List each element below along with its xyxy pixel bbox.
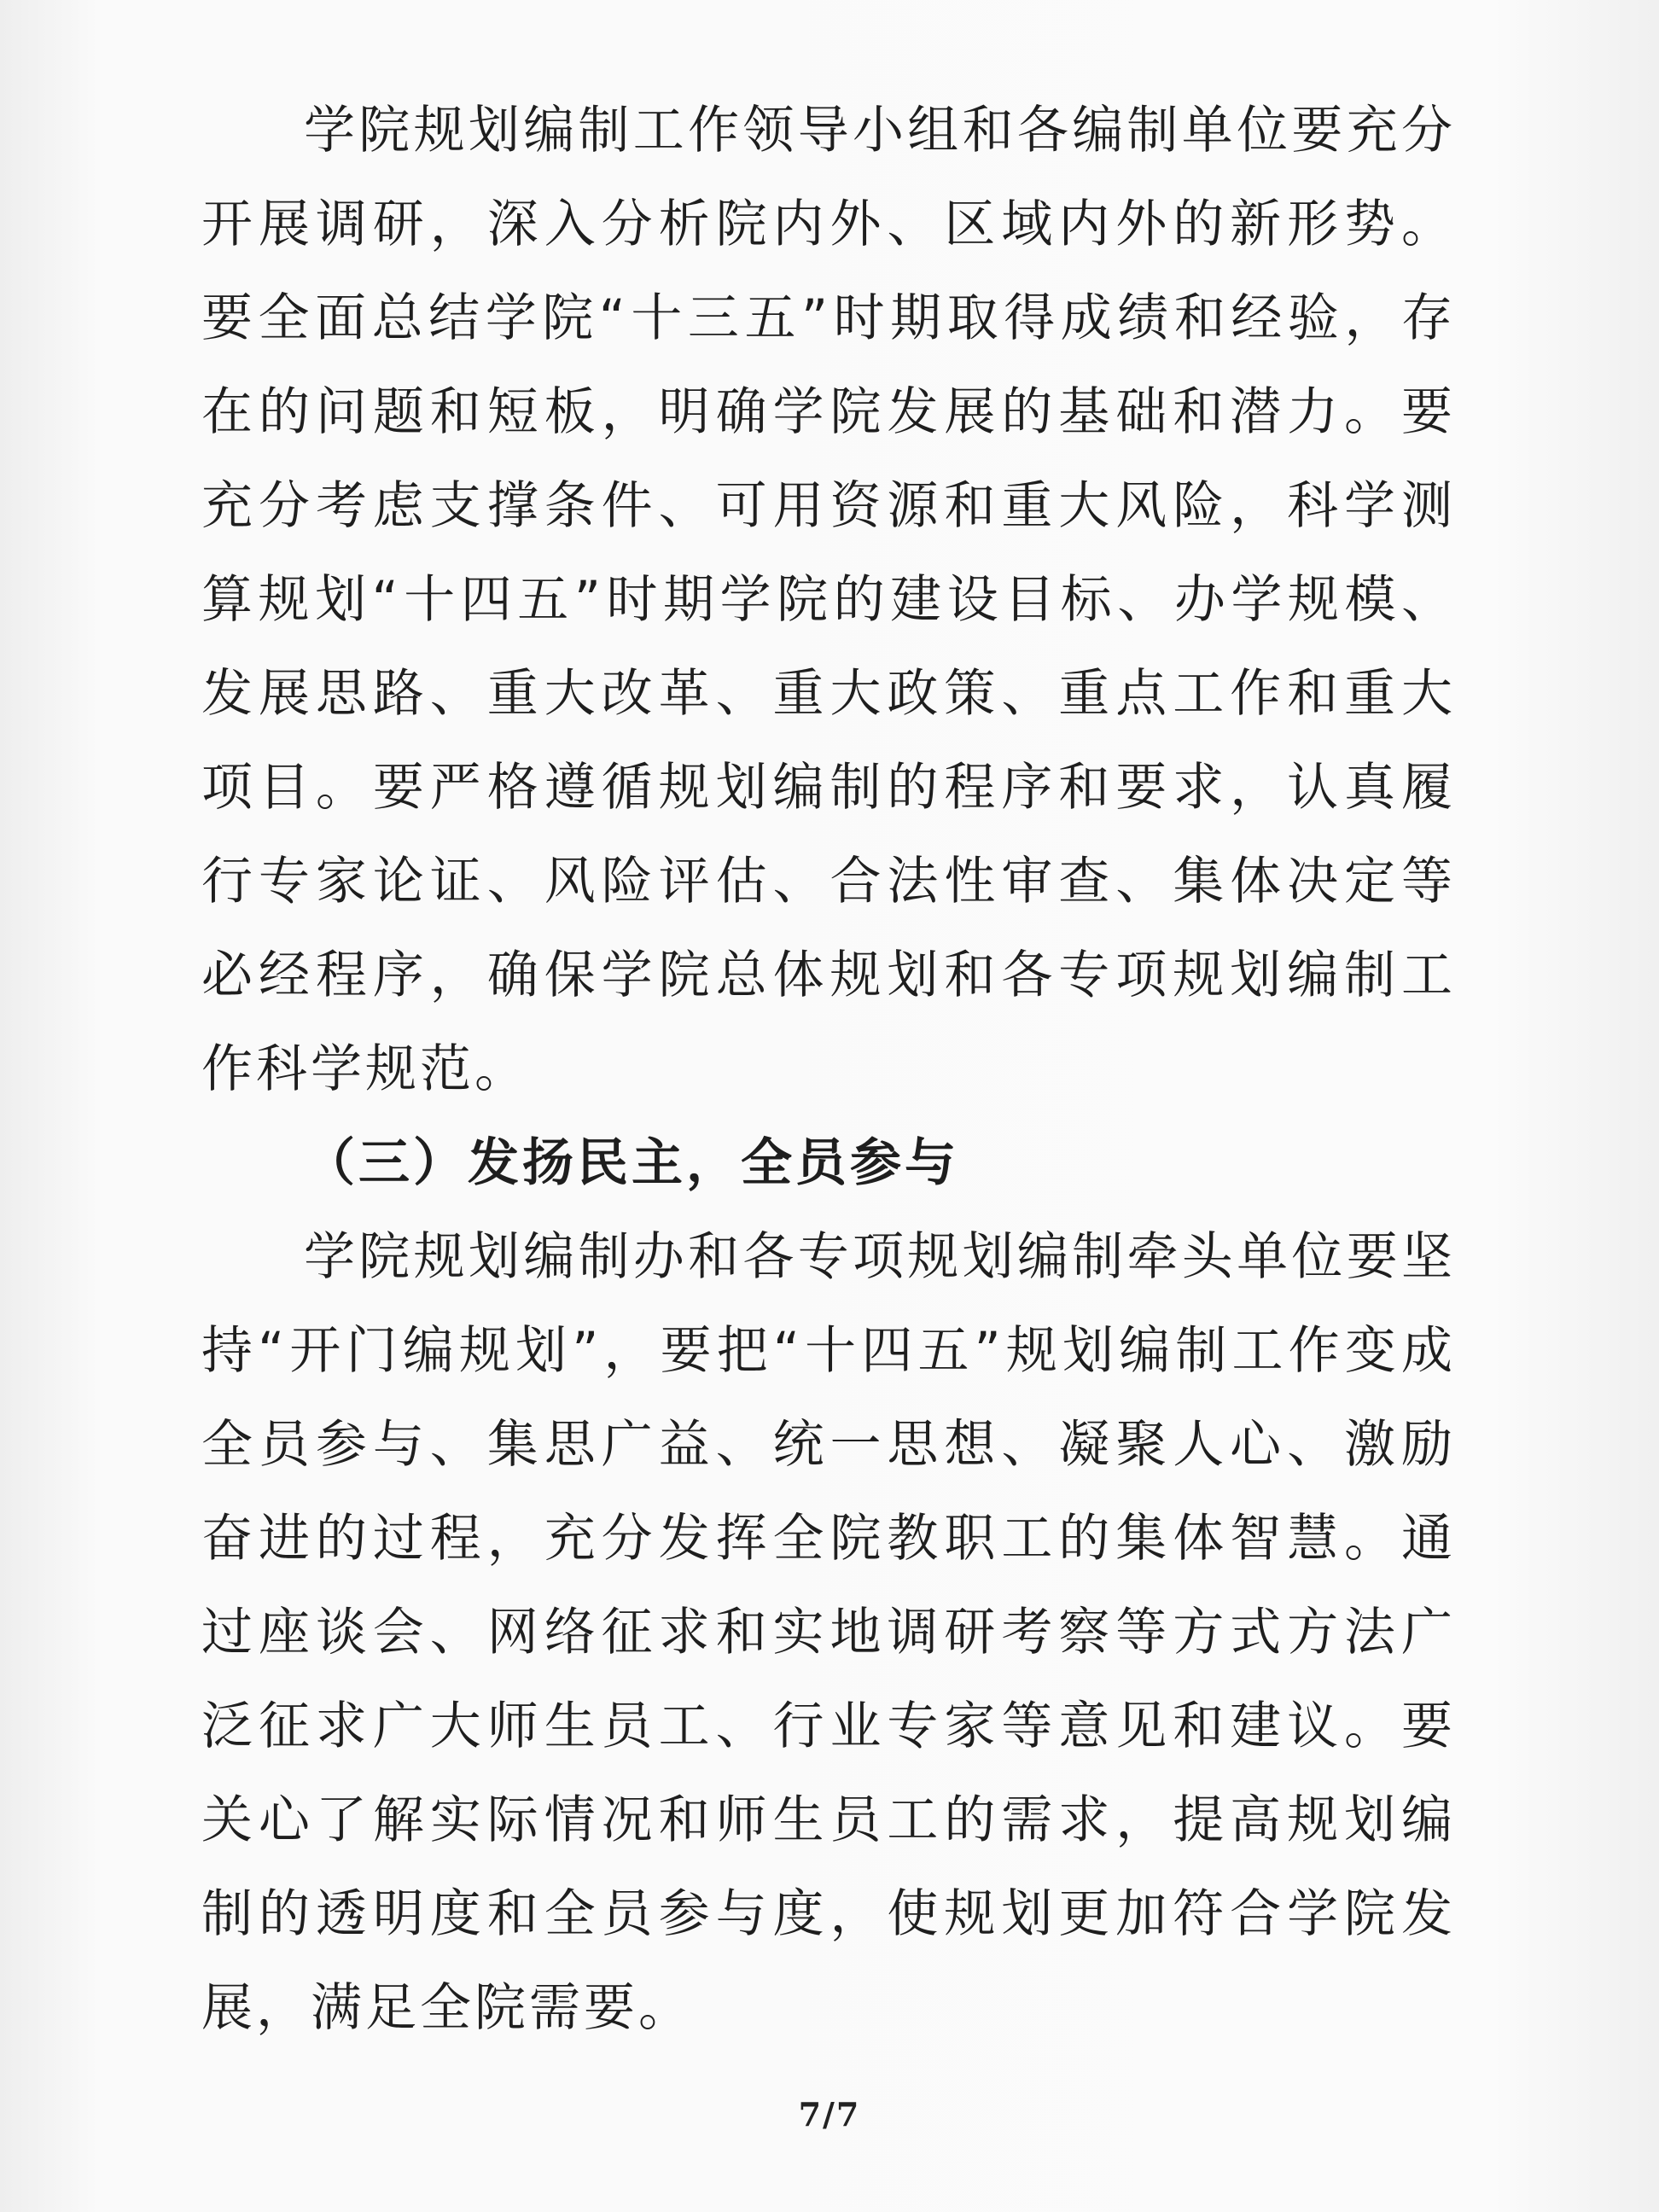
body-paragraph-2: 学院规划编制办和各专项规划编制牵头单位要坚持“开门编规划”，要把“十四五”规划编制工作变成全员参与、集思广益、统一思想、凝聚人心、激励奋进的过程，充分发挥全院教职工的集体智慧。通过座谈会、网络征求和实地调研考察等方式方法广泛征求广大师生员工、行业专家等意见和建议。要关心了解实际情况和师生员工的需求，提高规划编制的透明度和全员参与度，使规划更加符合学院发展，满足全院需要。 xyxy=(201,1227,1456,2038)
page-number: 7/7 xyxy=(798,2095,861,2133)
body-paragraph-1: 学院规划编制工作领导小组和各编制单位要充分开展调研，深入分析院内外、区域内外的新形势。要全面总结学院“十三五”时期取得成绩和经验，存在的问题和短板，明确学院发展的基础和潜力。要充分考虑支撑条件、可用资源和重大风险，科学测算规划“十四五”时期学院的建设目标、办学规模、发展思路、重大改革、重大政策、重点工作和重大项目。要严格遵循规划编制的程序和要求，认真履行专家论证、风险评估、合法性审查、集体决定等必经程序，确保学院总体规划和各专项规划编制工作科学规范。 xyxy=(201,101,1456,1099)
section-heading: （三）发扬民主，全员参与 xyxy=(304,1133,959,1193)
document-body xyxy=(201,84,1456,2055)
